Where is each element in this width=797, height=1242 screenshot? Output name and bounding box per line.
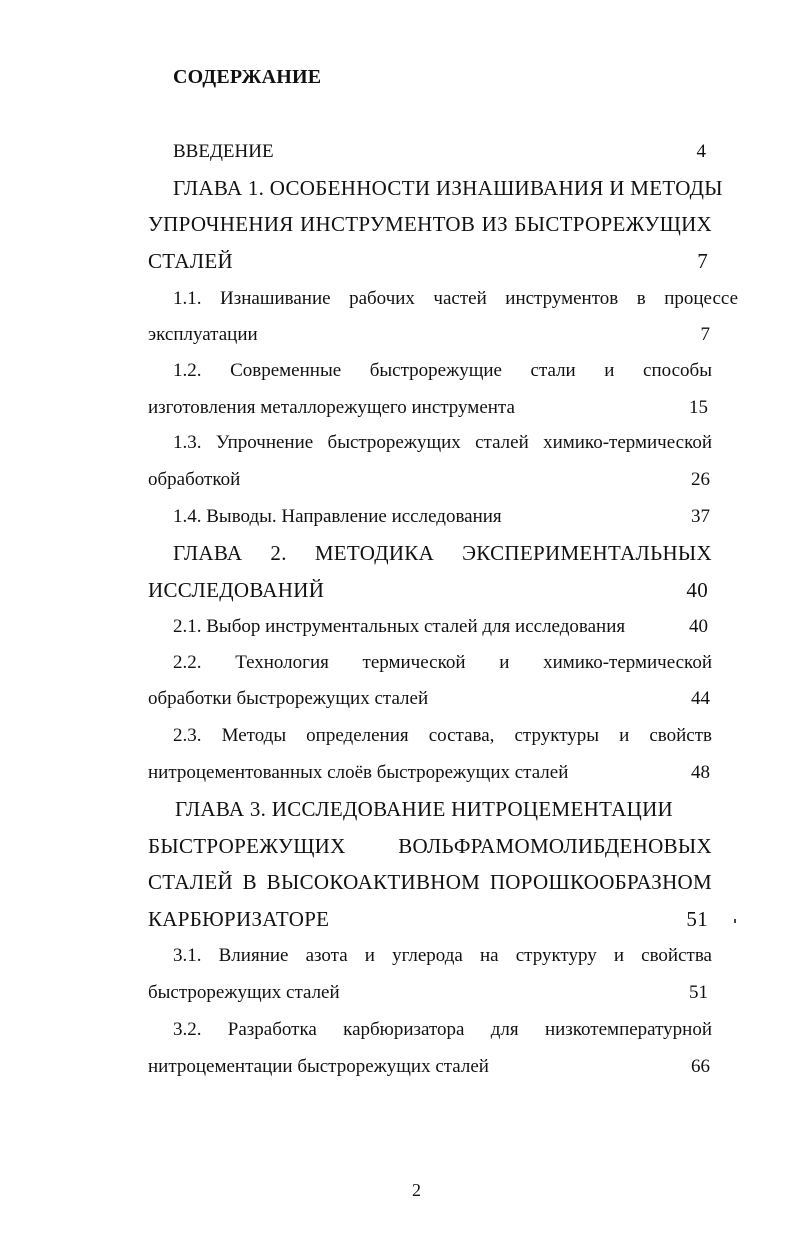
toc-entry-title: нитроцементации быстрорежущих сталей bbox=[148, 1056, 489, 1077]
toc-chapter-3-line-2: БЫСТРОРЕЖУЩИХ ВОЛЬФРАМОМОЛИБДЕНОВЫХ bbox=[148, 834, 712, 858]
toc-entry-title: изготовления металлорежущего инструмента bbox=[148, 397, 515, 418]
toc-entry-title: 2.1. Выбор инструментальных сталей для исследования bbox=[173, 616, 626, 637]
toc-entry-page: 7 bbox=[697, 249, 708, 273]
toc-section-1-1-line-1: 1.1. Изнашивание рабочих частей инструментов в процессе bbox=[173, 288, 738, 309]
toc-entry-title: ВВЕДЕНИЕ bbox=[173, 141, 274, 162]
toc-entry-page: 15 bbox=[689, 397, 708, 418]
toc-chapter-2-line-2 bbox=[148, 577, 712, 603]
toc-chapter-1-line-1: ГЛАВА 1. ОСОБЕННОСТИ ИЗНАШИВАНИЯ И МЕТОДЫ bbox=[173, 176, 723, 200]
page-number: 2 bbox=[412, 1180, 421, 1200]
toc-section-3-2-line-1: 3.2. Разработка карбюризатора для низкотемпературной bbox=[173, 1019, 712, 1040]
toc-section-2-3-line-1: 2.3. Методы определения состава, структуры и свойств bbox=[173, 725, 712, 746]
toc-heading: СОДЕРЖАНИЕ bbox=[173, 66, 322, 88]
toc-entry-title: быстрорежущих сталей bbox=[148, 982, 340, 1003]
toc-chapter-2-line-1: ГЛАВА 2. МЕТОДИКА ЭКСПЕРИМЕНТАЛЬНЫХ bbox=[173, 541, 712, 565]
toc-section-1-3-line-2 bbox=[148, 467, 712, 493]
toc-section-3-2-line-2 bbox=[148, 1054, 712, 1080]
toc-entry-title: 1.4. Выводы. Направление исследования bbox=[173, 506, 502, 527]
toc-entry-page: 40 bbox=[686, 578, 708, 602]
toc-section-1-1-line-2 bbox=[148, 322, 712, 348]
toc-entry-page: 66 bbox=[691, 1056, 710, 1077]
scan-speck bbox=[734, 919, 736, 923]
toc-entry-title: эксплуатации bbox=[148, 324, 258, 345]
toc-entry-title: обработкой bbox=[148, 469, 241, 490]
toc-section-1-2-line-2 bbox=[148, 395, 712, 421]
toc-section-2-3-line-2 bbox=[148, 760, 712, 786]
toc-entry-page: 44 bbox=[691, 688, 710, 709]
toc-entry-page: 4 bbox=[696, 141, 706, 162]
toc-entry-introduction bbox=[148, 139, 712, 165]
toc-section-3-1-line-2 bbox=[148, 980, 712, 1006]
toc-section-2-1 bbox=[148, 614, 712, 640]
toc-section-1-2-line-1: 1.2. Современные быстрорежущие стали и способы bbox=[173, 360, 712, 381]
toc-chapter-3-line-3: СТАЛЕЙ В ВЫСОКОАКТИВНОМ ПОРОШКООБРАЗНОМ bbox=[148, 870, 712, 894]
toc-section-2-2-line-2 bbox=[148, 686, 712, 712]
toc-section-2-2-line-1: 2.2. Технология термической и химико-термической bbox=[173, 652, 712, 673]
toc-chapter-1-line-3 bbox=[148, 248, 712, 274]
toc-entry-page: 51 bbox=[689, 982, 708, 1003]
toc-entry-title: СТАЛЕЙ bbox=[148, 249, 233, 273]
toc-section-1-4 bbox=[148, 504, 712, 530]
toc-entry-title: нитроцементованных слоёв быстрорежущих сталей bbox=[148, 762, 569, 783]
toc-entry-page: 7 bbox=[700, 324, 710, 345]
toc-section-1-3-line-1: 1.3. Упрочнение быстрорежущих сталей химико-термической bbox=[173, 432, 712, 453]
toc-entry-page: 26 bbox=[691, 469, 710, 490]
toc-entry-page: 40 bbox=[689, 616, 708, 637]
toc-entry-title: ИССЛЕДОВАНИЙ bbox=[148, 578, 325, 602]
toc-entry-page: 48 bbox=[691, 762, 710, 783]
toc-chapter-3-line-1: ГЛАВА 3. ИССЛЕДОВАНИЕ НИТРОЦЕМЕНТАЦИИ bbox=[175, 797, 674, 821]
toc-chapter-3-line-4 bbox=[148, 906, 712, 932]
toc-section-3-1-line-1: 3.1. Влияние азота и углерода на структуру и свойства bbox=[173, 945, 712, 966]
toc-chapter-1-line-2: УПРОЧНЕНИЯ ИНСТРУМЕНТОВ ИЗ БЫСТРОРЕЖУЩИХ bbox=[148, 212, 712, 236]
toc-entry-page: 37 bbox=[691, 506, 710, 527]
toc-entry-title: КАРБЮРИЗАТОРЕ bbox=[148, 907, 330, 931]
toc-entry-page: 51 bbox=[686, 907, 708, 931]
toc-entry-title: обработки быстрорежущих сталей bbox=[148, 688, 429, 709]
